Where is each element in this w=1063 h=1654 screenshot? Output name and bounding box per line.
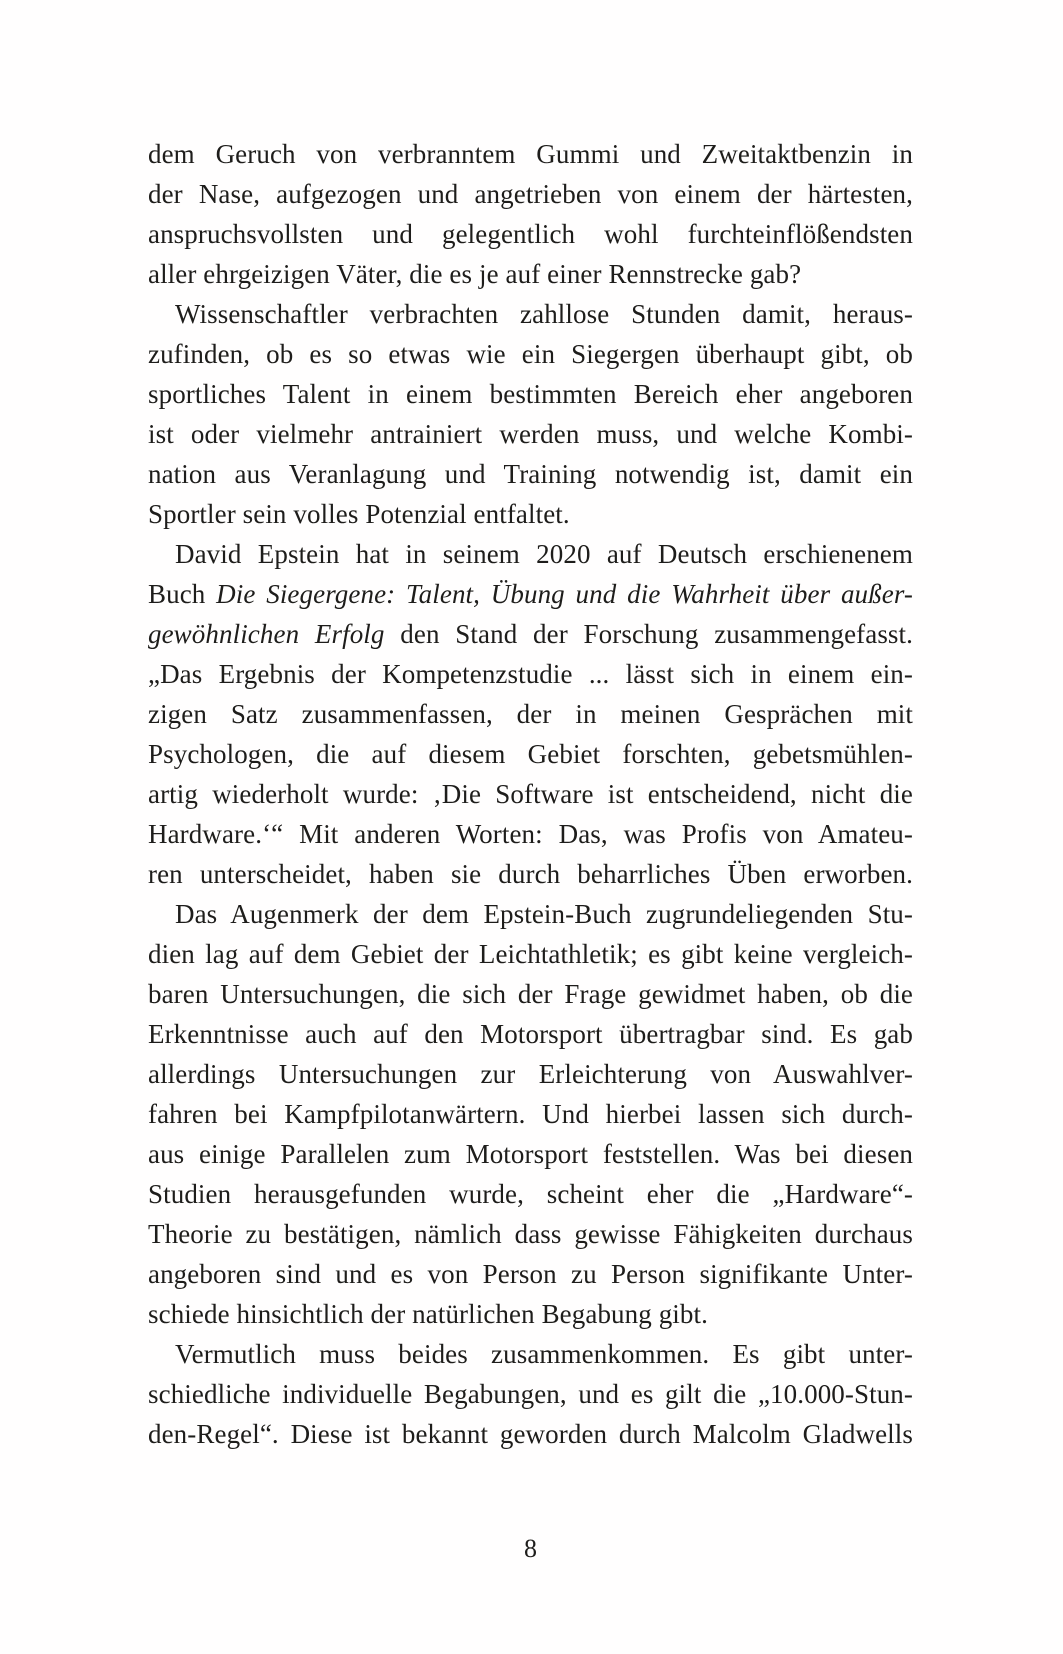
text-segment: angeboren sind und es von Person zu Person signifikante Unter- [148, 1259, 913, 1289]
text-line [148, 254, 913, 294]
text-line [148, 1414, 913, 1454]
text-segment: Das Augenmerk der dem Epstein-Buch zugrundeliegenden Stu- [175, 899, 913, 929]
text-segment: der Nase, aufgezogen und angetrieben von einem der härtesten, [148, 179, 913, 209]
text-line [148, 814, 913, 854]
text-segment: zigen Satz zusammenfassen, der in meinen Gesprächen mit [148, 699, 913, 729]
text-line [148, 694, 913, 734]
text-segment: artig wiederholt wurde: ‚Die Software ist entscheidend, nicht die [148, 779, 913, 809]
text-segment: dem Geruch von verbranntem Gummi und Zweitaktbenzin in [148, 139, 913, 169]
text-segment: Sportler sein volles Potenzial entfaltet. [148, 499, 570, 529]
text-line [148, 1054, 913, 1094]
text-line [148, 774, 913, 814]
text-line [148, 1094, 913, 1134]
text-segment: den Stand der Forschung zusammengefasst. [384, 619, 913, 649]
text-segment: Studien herausgefunden wurde, scheint eher die „Hardware“- [148, 1179, 913, 1209]
text-line [148, 174, 913, 214]
text-line [148, 854, 913, 894]
book-title-italic: Die Siegergene: Talent, Übung und die Wahrheit über außer- [216, 579, 913, 609]
text-segment: sportliches Talent in einem bestimmten Bereich eher angeboren [148, 379, 913, 409]
text-segment: „Das Ergebnis der Kompetenzstudie ... lässt sich in einem ein- [148, 659, 913, 689]
text-segment: nation aus Veranlagung und Training notwendig ist, damit ein [148, 459, 913, 489]
text-segment: zufinden, ob es so etwas wie ein Siegergen überhaupt gibt, ob [148, 339, 913, 369]
text-line [148, 334, 913, 374]
text-segment: baren Untersuchungen, die sich der Frage gewidmet haben, ob die [148, 979, 913, 1009]
body-text [148, 134, 913, 1454]
text-line [148, 1134, 913, 1174]
text-line [148, 134, 913, 174]
text-line [148, 1174, 913, 1214]
text-segment: anspruchsvollsten und gelegentlich wohl furchteinflößendsten [148, 219, 913, 249]
text-segment: fahren bei Kampfpilotanwärtern. Und hierbei lassen sich durch- [148, 1099, 913, 1129]
text-line [148, 1214, 913, 1254]
text-segment: dien lag auf dem Gebiet der Leichtathletik; es gibt keine vergleich- [148, 939, 913, 969]
text-segment: aller ehrgeizigen Väter, die es je auf einer Rennstrecke gab? [148, 259, 802, 289]
text-line [148, 974, 913, 1014]
text-segment: David Epstein hat in seinem 2020 auf Deutsch erschienenem [175, 539, 913, 569]
text-segment: Erkenntnisse auch auf den Motorsport übertragbar sind. Es gab [148, 1019, 913, 1049]
text-line [148, 214, 913, 254]
text-line [148, 534, 913, 574]
text-line [148, 494, 913, 534]
text-segment: ist oder vielmehr antrainiert werden muss, und welche Kombi- [148, 419, 913, 449]
text-segment: den-Regel“. Diese ist bekannt geworden durch Malcolm Gladwells [148, 1419, 913, 1449]
text-segment: Buch [148, 579, 217, 609]
text-line [148, 1254, 913, 1294]
text-segment: Vermutlich muss beides zusammenkommen. Es gibt unter- [175, 1339, 913, 1369]
text-line [148, 734, 913, 774]
text-line [148, 294, 913, 334]
text-segment: Hardware.‘“ Mit anderen Worten: Das, was Profis von Amateu- [148, 819, 913, 849]
text-segment: Wissenschaftler verbrachten zahllose Stunden damit, heraus- [175, 299, 913, 329]
text-segment: ren unterscheidet, haben sie durch beharrliches Üben erworben. [148, 859, 913, 889]
text-line [148, 654, 913, 694]
page-number: 8 [524, 1534, 537, 1563]
text-segment: aus einige Parallelen zum Motorsport feststellen. Was bei diesen [148, 1139, 913, 1169]
text-segment: schiede hinsichtlich der natürlichen Begabung gibt. [148, 1299, 708, 1329]
text-segment: allerdings Untersuchungen zur Erleichterung von Auswahlver- [148, 1059, 913, 1089]
book-title-italic: gewöhnlichen Erfolg [148, 619, 385, 649]
text-line [148, 1334, 913, 1374]
text-segment: Psychologen, die auf diesem Gebiet forschten, gebetsmühlen- [148, 739, 913, 769]
text-line [148, 374, 913, 414]
text-line [148, 454, 913, 494]
text-line [148, 934, 913, 974]
text-line [148, 614, 913, 654]
text-line [148, 574, 913, 614]
text-line [148, 1014, 913, 1054]
text-line [148, 1294, 913, 1334]
text-line [148, 894, 913, 934]
text-line [148, 414, 913, 454]
text-line [148, 1374, 913, 1414]
text-segment: schiedliche individuelle Begabungen, und es gilt die „10.000-Stun- [148, 1379, 913, 1409]
text-segment: Theorie zu bestätigen, nämlich dass gewisse Fähigkeiten durchaus [148, 1219, 913, 1249]
